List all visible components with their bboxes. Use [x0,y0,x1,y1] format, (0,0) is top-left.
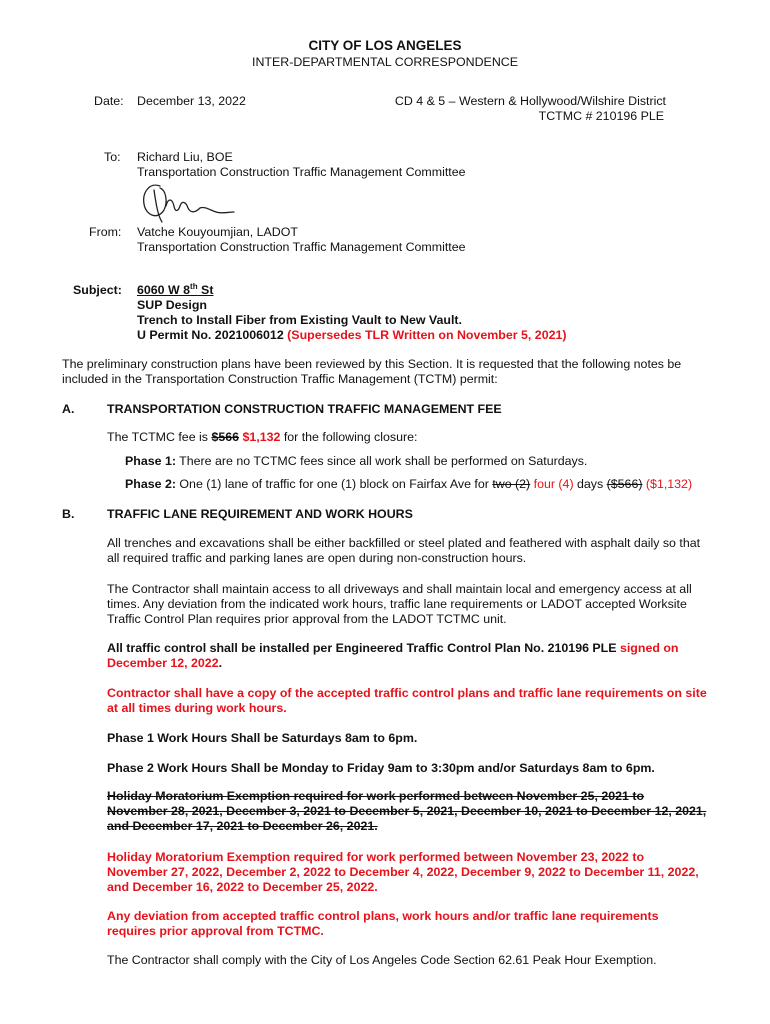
subject-line-3: Trench to Install Fiber from Existing Vault to New Vault. [137,313,462,327]
copy-on-site-note: Contractor shall have a copy of the accepted traffic control plans and traffic lane requirements on site at all times during work hours. [107,686,707,715]
tctmc-number: TCTMC # 210196 PLE [538,109,664,123]
old-holiday-moratorium: Holiday Moratorium Exemption required for work performed between November 25, 2021 to November 28, 2021, December 3, 2021 to December 5, 2021, December 10, 2021 to December 12, 2021, and December 17, 2021 to December 26, 2021. [107,789,707,833]
phase-1-work-hours: Phase 1 Work Hours Shall be Saturdays 8am to 6pm. [107,731,418,745]
to-name: Richard Liu, BOE [137,150,233,164]
subject-label: Subject: [73,283,122,297]
from-label: From: [89,225,122,239]
date-value: December 13, 2022 [137,94,246,108]
subject-permit: U Permit No. 2021006012 (Supersedes TLR Written on November 5, 2021) [137,328,567,342]
from-name: Vatche Kouyoumjian, LADOT [137,225,298,239]
document-subtitle: INTER-DEPARTMENTAL CORRESPONDENCE [252,55,518,69]
peak-hour-exemption-note: The Contractor shall comply with the City of Los Angeles Code Section 62.61 Peak Hour Exemption. [107,953,657,967]
to-label: To: [104,150,121,164]
subject-address: 6060 W 8th St [137,281,214,297]
section-a-letter: A. [62,402,75,416]
phase-2-fee: Phase 2: One (1) lane of traffic for one (1) block on Fairfax Ave for two (2) four (4) days ($566) ($1,132) [125,477,693,491]
supersedes-note: (Supersedes TLR Written on November 5, 2021) [287,328,567,342]
traffic-control-plan-note: All traffic control shall be installed per Engineered Traffic Control Plan No. 210196 PLE signed on December 12, 2022. [107,641,679,670]
date-label: Date: [94,94,124,108]
subject-line-2: SUP Design [137,298,208,312]
to-organization: Transportation Construction Traffic Management Committee [137,165,466,179]
deviation-approval-note: Any deviation from accepted traffic control plans, work hours and/or traffic lane requirements requires prior approval from TCTMC. [107,909,659,938]
document-title: CITY OF LOS ANGELES [308,38,462,53]
intro-paragraph: The preliminary construction plans have been reviewed by this Section. It is requested that the following notes be included in the Transportation Construction Traffic Management (TCTM) permit: [62,357,682,386]
fee-statement: The TCTMC fee is $566 $1,132 for the following closure: [107,430,418,444]
access-paragraph: The Contractor shall maintain access to all driveways and shall maintain local and emergency access at all times. Any deviation from the indicated work hours, traffic lane requirements or LADOT accepted Worksite Traffic Control Plan requires prior approval from the LADOT TCTMC unit. [107,582,692,626]
phase-1-fee: Phase 1: There are no TCTMC fees since all work shall be performed on Saturdays. [125,454,588,468]
trench-paragraph: All trenches and excavations shall be either backfilled or steel plated and feathered with asphalt daily so that all required traffic and parking lanes are open during non-construction hours. [107,536,701,565]
section-b-letter: B. [62,507,75,521]
signature-mark [138,178,238,226]
district-info: CD 4 & 5 – Western & Hollywood/Wilshire District [394,94,666,108]
section-b-title: TRAFFIC LANE REQUIREMENT AND WORK HOURS [107,507,413,521]
holiday-moratorium-exemption: Holiday Moratorium Exemption required for work performed between November 23, 2022 to November 27, 2022, December 2, 2022 to December 4, 2022, December 9, 2022 to December 11, 2022, and December 16, 2022 to December 25, 2022. [107,850,699,894]
from-organization: Transportation Construction Traffic Management Committee [137,240,466,254]
phase-2-work-hours: Phase 2 Work Hours Shall be Monday to Friday 9am to 3:30pm and/or Saturdays 8am to 6pm. [107,761,655,775]
section-a-title: TRANSPORTATION CONSTRUCTION TRAFFIC MANAGEMENT FEE [107,402,502,416]
